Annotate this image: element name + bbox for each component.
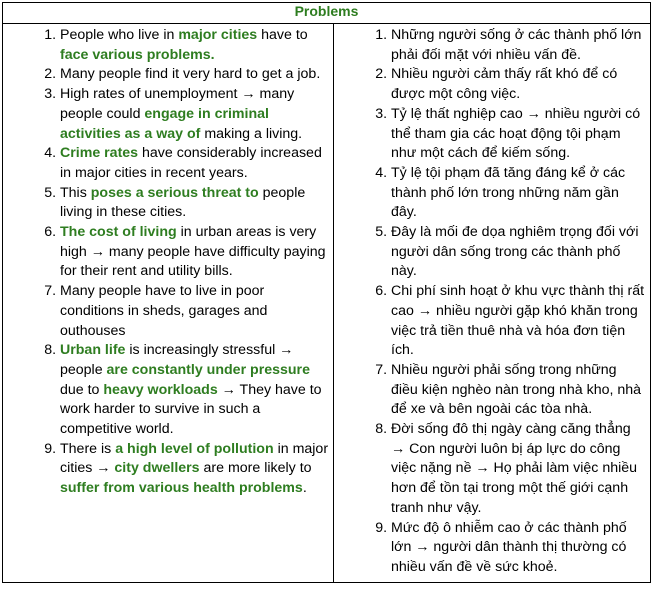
highlighted-phrase: suffer from various health problems — [60, 480, 303, 497]
vietnamese-item: 5. Đây là mối đe dọa nghiêm trọng đối với người dân sống trong các thành phố này. — [391, 223, 646, 282]
english-column — [3, 24, 334, 583]
english-item — [60, 341, 329, 440]
text-segment: Many people find it very hard to get a job. — [60, 66, 321, 83]
text-segment: people living in these cities. — [60, 184, 306, 221]
english-list — [3, 24, 333, 503]
highlighted-phrase: are constantly under pressure — [106, 361, 310, 378]
text-segment: in urban areas is very high → many people have difficulty paying for their rent and utility bills. — [60, 224, 326, 280]
vietnamese-item: 8. Đời sống đô thị ngày càng căng thẳng → Con người luôn bị áp lực do công việc nặng nề → Họ phải làm việc nhiều hơn để tồn tại trong một thế giới cạnh tranh như vậy. — [391, 420, 646, 519]
highlighted-phrase: poses a serious threat to — [90, 184, 259, 201]
text-segment: are more likely to — [199, 460, 312, 477]
table-title: Problems — [3, 3, 651, 24]
highlighted-phrase: The cost of living — [60, 224, 177, 241]
english-item — [60, 282, 329, 341]
text-segment: Many people have to live in poor conditions in sheds, garages and outhouses — [60, 283, 268, 339]
english-item — [60, 184, 329, 223]
english-item — [60, 144, 329, 183]
text-segment: People who live in — [60, 27, 179, 43]
vietnamese-item: 2. Nhiều người cảm thấy rất khó để có được một công việc. — [391, 65, 646, 104]
text-segment: making a living. — [200, 125, 303, 142]
text-segment: → They have to work harder to survive in such a competitive world. — [60, 381, 322, 438]
text-segment: is increasingly stressful → people — [60, 342, 294, 378]
text-segment: . — [302, 480, 307, 497]
text-segment: have considerably increased in major cities in recent years. — [60, 145, 322, 181]
text-segment: due to — [60, 381, 104, 398]
english-item — [60, 223, 329, 282]
english-item — [60, 85, 329, 144]
text-segment: have to — [257, 27, 308, 43]
text-segment: This — [60, 184, 91, 201]
problems-table — [2, 2, 651, 583]
vietnamese-item: 3. Tỷ lệ thất nghiệp cao → nhiều người có thể tham gia các hoạt động tội phạm như một cách để kiếm sống. — [391, 105, 646, 164]
highlighted-phrase: face various problems. — [60, 46, 215, 63]
vietnamese-item: 7. Nhiều người phải sống trong những điều kiện nghèo nàn trong nhà kho, nhà để xe và bên ngoài các tòa nhà. — [391, 361, 646, 420]
highlighted-phrase: major cities — [178, 27, 258, 43]
vietnamese-column — [334, 24, 651, 583]
english-item — [60, 65, 329, 85]
vietnamese-list — [334, 24, 650, 582]
highlighted-phrase: a high level of pollution — [115, 440, 274, 457]
text-segment: There is — [60, 440, 116, 457]
vietnamese-item: 9. Mức độ ô nhiễm cao ở các thành phố lớn → người dân thành thị thường có nhiều vấn đề về sức khoẻ. — [391, 519, 646, 578]
highlighted-phrase: engage in criminal activities as a way of — [60, 105, 269, 142]
highlighted-phrase: heavy workloads — [103, 381, 218, 398]
english-item — [60, 26, 329, 65]
text-segment: in major cities → — [60, 440, 329, 477]
vietnamese-item: 4. Tỷ lệ tội phạm đã tăng đáng kể ở các thành phố lớn trong những năm gần đây. — [391, 164, 646, 223]
english-item — [60, 440, 329, 499]
vietnamese-item: 1. Những người sống ở các thành phố lớn phải đối mặt với nhiều vấn đề. — [391, 26, 646, 65]
highlighted-phrase: city dwellers — [114, 460, 200, 477]
vietnamese-item: 6. Chi phí sinh hoạt ở khu vực thành thị rất cao → nhiều người gặp khó khăn trong việc trả tiền thuê nhà và hóa đơn tiện ích. — [391, 282, 646, 361]
text-segment: High rates of unemployment → many people could — [60, 86, 295, 122]
highlighted-phrase: Urban life — [60, 342, 126, 359]
highlighted-phrase: Crime rates — [60, 145, 139, 162]
